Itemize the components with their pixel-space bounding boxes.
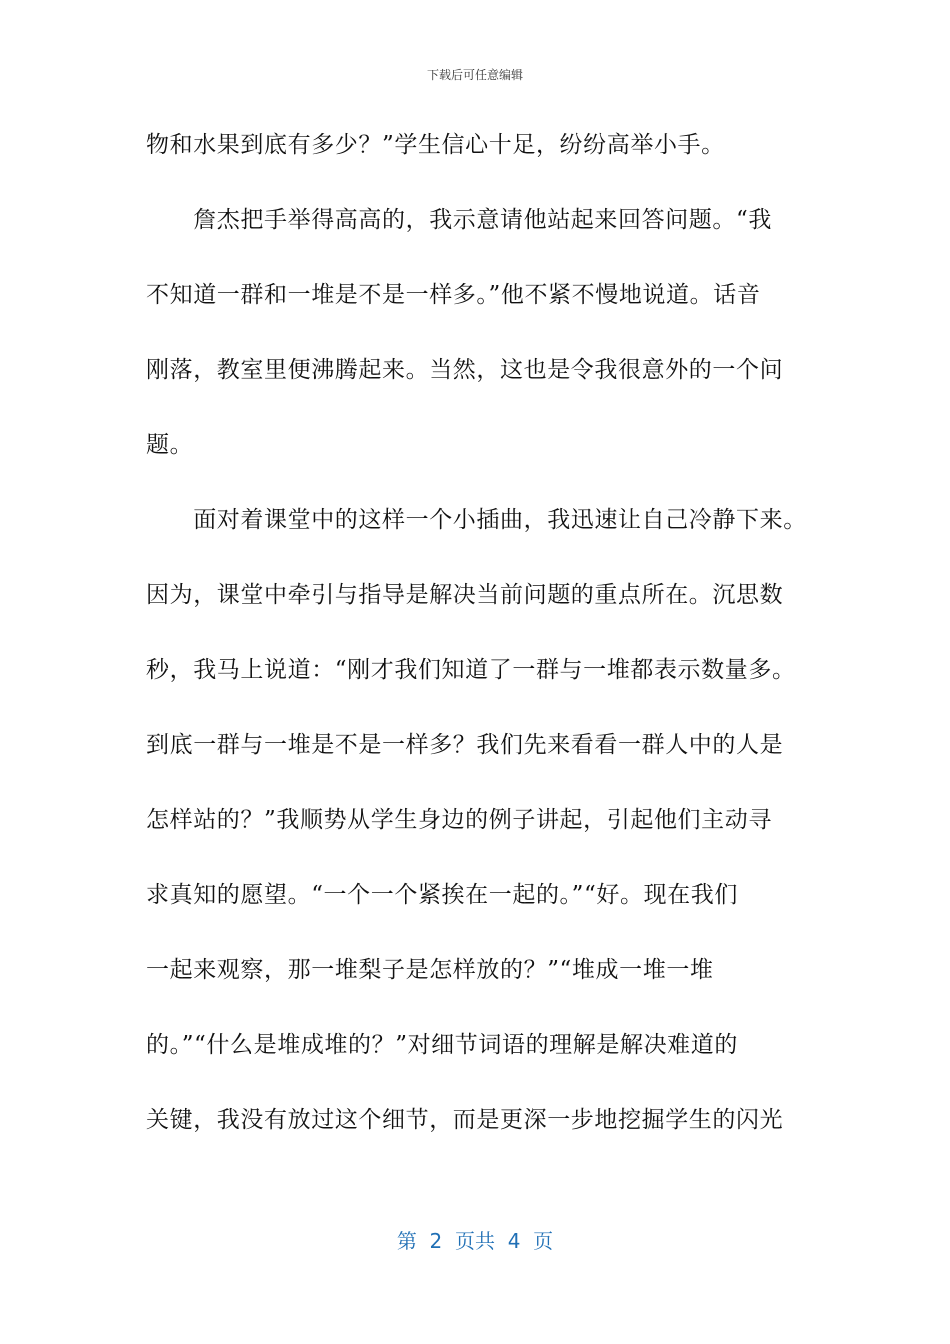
body-line-11: 求真知的愿望。“一个一个紧挨在一起的。”“好。现在我们 <box>146 882 738 908</box>
body-line-6: 面对着课堂中的这样一个小插曲，我迅速让自己冷静下来。 <box>146 507 807 533</box>
body-line-12: 一起来观察，那一堆梨子是怎样放的？”“堆成一堆一堆 <box>146 957 714 983</box>
body-line-5: 题。 <box>146 432 194 458</box>
body-line-3: 不知道一群和一堆是不是一样多。”他不紧不慢地说道。话音 <box>146 282 761 308</box>
body-line-7: 因为，课堂中牵引与指导是解决当前问题的重点所在。沉思数 <box>146 582 784 608</box>
page-header: 下载后可任意编辑 <box>426 68 523 82</box>
page-number-footer: 第 2 页共 4 页 <box>396 1229 554 1253</box>
body-line-13: 的。”“什么是堆成堆的？”对细节词语的理解是解决难道的 <box>146 1032 738 1058</box>
body-line-8: 秒，我马上说道：“刚才我们知道了一群与一堆都表示数量多。 <box>146 657 796 683</box>
body-line-1: 物和水果到底有多少？”学生信心十足，纷纷高举小手。 <box>146 132 725 158</box>
body-line-14: 关键，我没有放过这个细节，而是更深一步地挖掘学生的闪光 <box>146 1107 784 1133</box>
body-line-4: 刚落，教室里便沸腾起来。当然，这也是令我很意外的一个问 <box>146 357 784 383</box>
body-line-9: 到底一群与一堆是不是一样多？我们先来看看一群人中的人是 <box>146 732 784 758</box>
body-line-2: 詹杰把手举得高高的，我示意请他站起来回答问题。“我 <box>146 207 772 233</box>
body-line-10: 怎样站的？”我顺势从学生身边的例子讲起，引起他们主动寻 <box>146 807 772 833</box>
